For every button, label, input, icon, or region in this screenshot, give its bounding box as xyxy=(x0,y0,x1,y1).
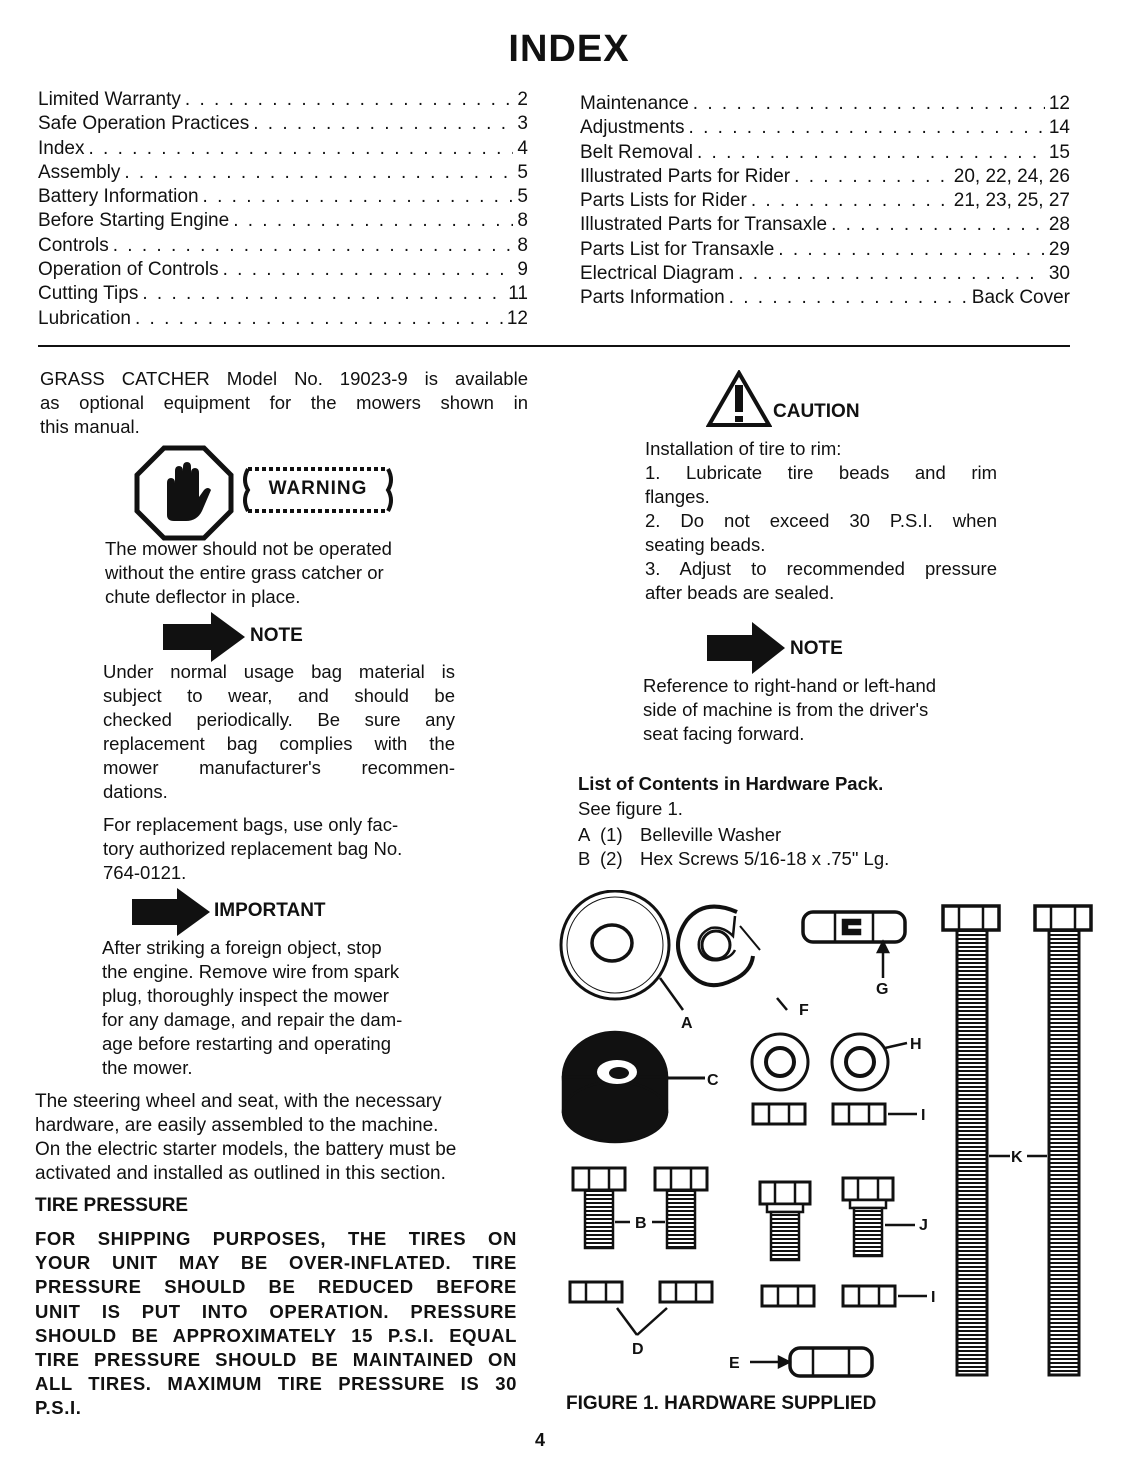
index-entry[interactable] xyxy=(580,262,1070,286)
text-line: after beads are sealed. xyxy=(645,582,835,603)
index-entry-label: Parts Lists for Rider xyxy=(580,190,747,212)
index-entry[interactable] xyxy=(580,286,1070,310)
figure-label-j: J xyxy=(919,1217,928,1234)
text-line: GRASS CATCHER Model No. 19023-9 is available xyxy=(40,368,528,389)
index-entry-label: Safe Operation Practices xyxy=(38,113,250,135)
index-entry[interactable] xyxy=(38,88,528,112)
index-entry[interactable] xyxy=(580,92,1070,116)
note-label-left: NOTE xyxy=(250,625,303,646)
hex-nuts-d xyxy=(570,1282,712,1335)
note-arrow-icon xyxy=(163,612,247,662)
text-line: YOUR UNIT MAY BE OVER-INFLATED. TIRE xyxy=(35,1252,517,1274)
hardware-see-figure: See figure 1. xyxy=(578,798,683,819)
index-entry-label: Adjustments xyxy=(580,117,685,139)
index-entry[interactable] xyxy=(580,189,1070,213)
text-line: chute deflector in place. xyxy=(105,586,301,607)
index-entry-label: Limited Warranty xyxy=(38,89,181,110)
index-entry-page: 2 xyxy=(517,89,528,110)
index-entry-label: Illustrated Parts for Transaxle xyxy=(580,214,828,236)
text-line: Reference to right-hand or left-hand xyxy=(643,675,937,696)
note-label-right: NOTE xyxy=(790,638,843,659)
important-arrow-icon xyxy=(132,888,212,936)
index-entry-label: Controls xyxy=(38,234,109,256)
text-line: On the electric starter models, the battery must be xyxy=(35,1139,457,1160)
text-line: 764-0121. xyxy=(103,862,187,883)
index-entry-label: Index xyxy=(38,137,85,159)
text-line: subject to wear, and should be xyxy=(103,685,455,706)
index-right-column xyxy=(580,92,1070,311)
text-line: P.S.I. xyxy=(35,1397,82,1419)
index-entry-label: Belt Removal xyxy=(580,141,693,163)
hardware-pack-heading: List of Contents in Hardware Pack. xyxy=(578,773,884,794)
figure-label-k: K xyxy=(1011,1149,1023,1166)
index-entry-label: Operation of Controls xyxy=(38,259,219,281)
section-divider xyxy=(38,345,1070,347)
item-letter: A xyxy=(578,824,591,845)
index-entry-label: Parts List for Transaxle xyxy=(580,238,775,260)
text-line: for any damage, and repair the dam- xyxy=(102,1009,403,1030)
list-item xyxy=(578,847,998,871)
index-entry-page: 12 xyxy=(506,307,528,329)
index-entry[interactable] xyxy=(38,161,528,185)
text-line: ALL TIRES. MAXIMUM TIRE PRESSURE IS 30 xyxy=(35,1373,517,1395)
text-line: checked periodically. Be sure any xyxy=(103,709,455,730)
text-line: without the entire grass catcher or xyxy=(105,562,384,583)
figure-label-g: G xyxy=(876,981,889,998)
index-entry-page: 8 xyxy=(517,210,528,232)
index-entry-page: 5 xyxy=(517,186,528,208)
index-entry-label: Lubrication xyxy=(38,307,131,329)
text-line: SHOULD BE APPROXIMATELY 15 P.S.I. EQUAL xyxy=(35,1324,517,1346)
text-line: UNIT IS PUT INTO OPERATION. PRESSURE xyxy=(35,1300,517,1322)
figure-label-i: I xyxy=(921,1107,926,1124)
index-entry-page: 5 xyxy=(517,161,528,183)
text-line: as optional equipment for the mowers shown in xyxy=(40,392,528,413)
figure-label-d: D xyxy=(632,1341,644,1358)
text-line: seating beads. xyxy=(645,534,766,555)
index-entry-page: 8 xyxy=(517,234,528,256)
index-entry-page: 20, 22, 24, 26 xyxy=(953,165,1070,187)
text-line: Installation of tire to rim: xyxy=(645,438,842,459)
hex-nuts-i-lower xyxy=(762,1286,927,1306)
note-text-left xyxy=(103,660,455,804)
item-qty: (2) xyxy=(600,848,623,869)
hardware-figure xyxy=(555,890,1110,1395)
index-entry-label: Electrical Diagram xyxy=(580,263,735,285)
index-left-column xyxy=(38,88,528,331)
assembly-paragraph xyxy=(35,1090,519,1186)
index-entry[interactable] xyxy=(38,258,528,282)
index-entry-page: 30 xyxy=(1048,263,1070,285)
text-line: After striking a foreign object, stop xyxy=(102,937,382,958)
index-entry-label: Battery Information xyxy=(38,186,199,208)
tire-pressure-text xyxy=(35,1227,517,1421)
index-entry-label: Assembly xyxy=(38,161,121,183)
index-entry[interactable] xyxy=(38,307,528,331)
warning-text xyxy=(105,537,457,609)
item-qty: (1) xyxy=(600,824,623,845)
hardware-list xyxy=(578,823,998,871)
index-entry-page: 21, 23, 25, 27 xyxy=(953,190,1070,212)
flat-washers-h xyxy=(752,1034,907,1090)
caution-text xyxy=(645,437,997,605)
hex-nuts-i xyxy=(753,1104,917,1124)
text-line: 1. Lubricate tire beads and rim xyxy=(645,462,997,483)
index-entry-page: 28 xyxy=(1048,214,1070,236)
text-line: this manual. xyxy=(40,416,140,437)
text-line: The mower should not be operated xyxy=(105,538,392,559)
text-line: age before restarting and operating xyxy=(102,1033,392,1054)
index-entry-page: 4 xyxy=(517,137,528,159)
lock-washer-f xyxy=(678,907,787,1010)
note-arrow-icon xyxy=(707,622,787,674)
index-entry-page: 15 xyxy=(1048,141,1070,163)
text-line: Under normal usage bag material is xyxy=(103,661,455,682)
text-line: flanges. xyxy=(645,486,710,507)
text-line: mower manufacturer's recommen- xyxy=(103,757,455,778)
index-entry-page: 12 xyxy=(1048,93,1070,114)
stop-hand-icon xyxy=(134,445,234,541)
item-letter: B xyxy=(578,848,591,869)
text-line: replacement bag complies with the xyxy=(103,733,455,754)
text-line: The steering wheel and seat, with the necessary xyxy=(35,1091,442,1112)
important-text xyxy=(102,936,454,1080)
figure-label-a: A xyxy=(681,1015,693,1032)
index-entry[interactable] xyxy=(580,238,1070,262)
text-line: plug, thoroughly inspect the mower xyxy=(102,985,389,1006)
index-entry-page: 11 xyxy=(508,283,528,305)
index-entry-page: 29 xyxy=(1048,238,1070,260)
index-entry[interactable] xyxy=(580,165,1070,189)
text-line: the mower. xyxy=(102,1057,193,1078)
figure-label-h: H xyxy=(910,1036,922,1053)
index-entry-page: 9 xyxy=(517,259,528,281)
figure-label-c: C xyxy=(707,1072,719,1089)
text-line: PRESSURE SHOULD BE REDUCED BEFORE xyxy=(35,1276,517,1298)
text-line: activated and installed as outlined in this section. xyxy=(35,1163,446,1184)
caution-label: CAUTION xyxy=(773,401,860,422)
coupling-nut-e xyxy=(750,1348,872,1376)
important-label: IMPORTANT xyxy=(214,900,326,921)
text-line: side of machine is from the driver's xyxy=(643,699,929,720)
index-entry-label: Illustrated Parts for Rider xyxy=(580,165,791,187)
text-line: hardware, are easily assembled to the machine. xyxy=(35,1115,439,1136)
index-entry-label: Before Starting Engine xyxy=(38,210,230,232)
text-line: 2. Do not exceed 30 P.S.I. when xyxy=(645,510,997,531)
index-entry-label: Cutting Tips xyxy=(38,283,139,305)
hex-screws-j xyxy=(760,1178,915,1260)
index-entry-page: 3 xyxy=(517,113,528,135)
index-entry[interactable] xyxy=(580,116,1070,140)
rubber-cup-c xyxy=(563,1032,705,1142)
list-item xyxy=(578,823,998,847)
grass-catcher-paragraph xyxy=(40,367,528,439)
index-entry[interactable] xyxy=(38,137,528,161)
text-line: TIRE PRESSURE SHOULD BE MAINTAINED ON xyxy=(35,1349,517,1371)
figure-label-e: E xyxy=(729,1355,740,1372)
index-entry[interactable] xyxy=(38,185,528,209)
replacement-bag-text xyxy=(103,813,455,885)
index-entry[interactable] xyxy=(38,234,528,258)
caution-triangle-icon xyxy=(706,370,772,428)
hex-screws-b xyxy=(573,1168,707,1248)
text-line: For replacement bags, use only fac- xyxy=(103,814,399,835)
index-entry[interactable] xyxy=(38,209,528,233)
index-entry-label: Parts Information xyxy=(580,287,725,309)
item-desc: Hex Screws 5/16-18 x .75" Lg. xyxy=(640,848,890,869)
page-number: 4 xyxy=(534,1430,545,1450)
index-entry-label: Maintenance xyxy=(580,93,689,114)
text-line: FOR SHIPPING PURPOSES, THE TIRES ON xyxy=(35,1228,517,1249)
text-line: 3. Adjust to recommended pressure xyxy=(645,558,997,579)
warning-label: WARNING xyxy=(268,478,368,499)
text-line: the engine. Remove wire from spark xyxy=(102,961,400,982)
index-entry-page: 14 xyxy=(1048,117,1070,139)
note-text-right xyxy=(643,674,999,746)
long-bolts-k xyxy=(943,906,1091,1375)
text-line: seat facing forward. xyxy=(643,723,805,744)
figure-caption: FIGURE 1. HARDWARE SUPPLIED xyxy=(566,1393,877,1414)
tire-pressure-heading: TIRE PRESSURE xyxy=(35,1195,189,1216)
belleville-washer-a xyxy=(561,891,683,1010)
figure-label-b: B xyxy=(635,1215,647,1232)
index-entry[interactable] xyxy=(580,141,1070,165)
index-entry[interactable] xyxy=(580,213,1070,237)
text-line: tory authorized replacement bag No. xyxy=(103,838,403,859)
index-entry[interactable] xyxy=(38,112,528,136)
item-desc: Belleville Washer xyxy=(640,824,782,845)
figure-label-f: F xyxy=(799,1002,809,1019)
hex-nut-g xyxy=(803,912,905,978)
index-entry-page: Back Cover xyxy=(971,287,1070,309)
figure-label-i-lower: I xyxy=(931,1289,936,1306)
index-entry[interactable] xyxy=(38,282,528,306)
text-line: dations. xyxy=(103,781,168,802)
page-title: INDEX xyxy=(508,28,630,70)
